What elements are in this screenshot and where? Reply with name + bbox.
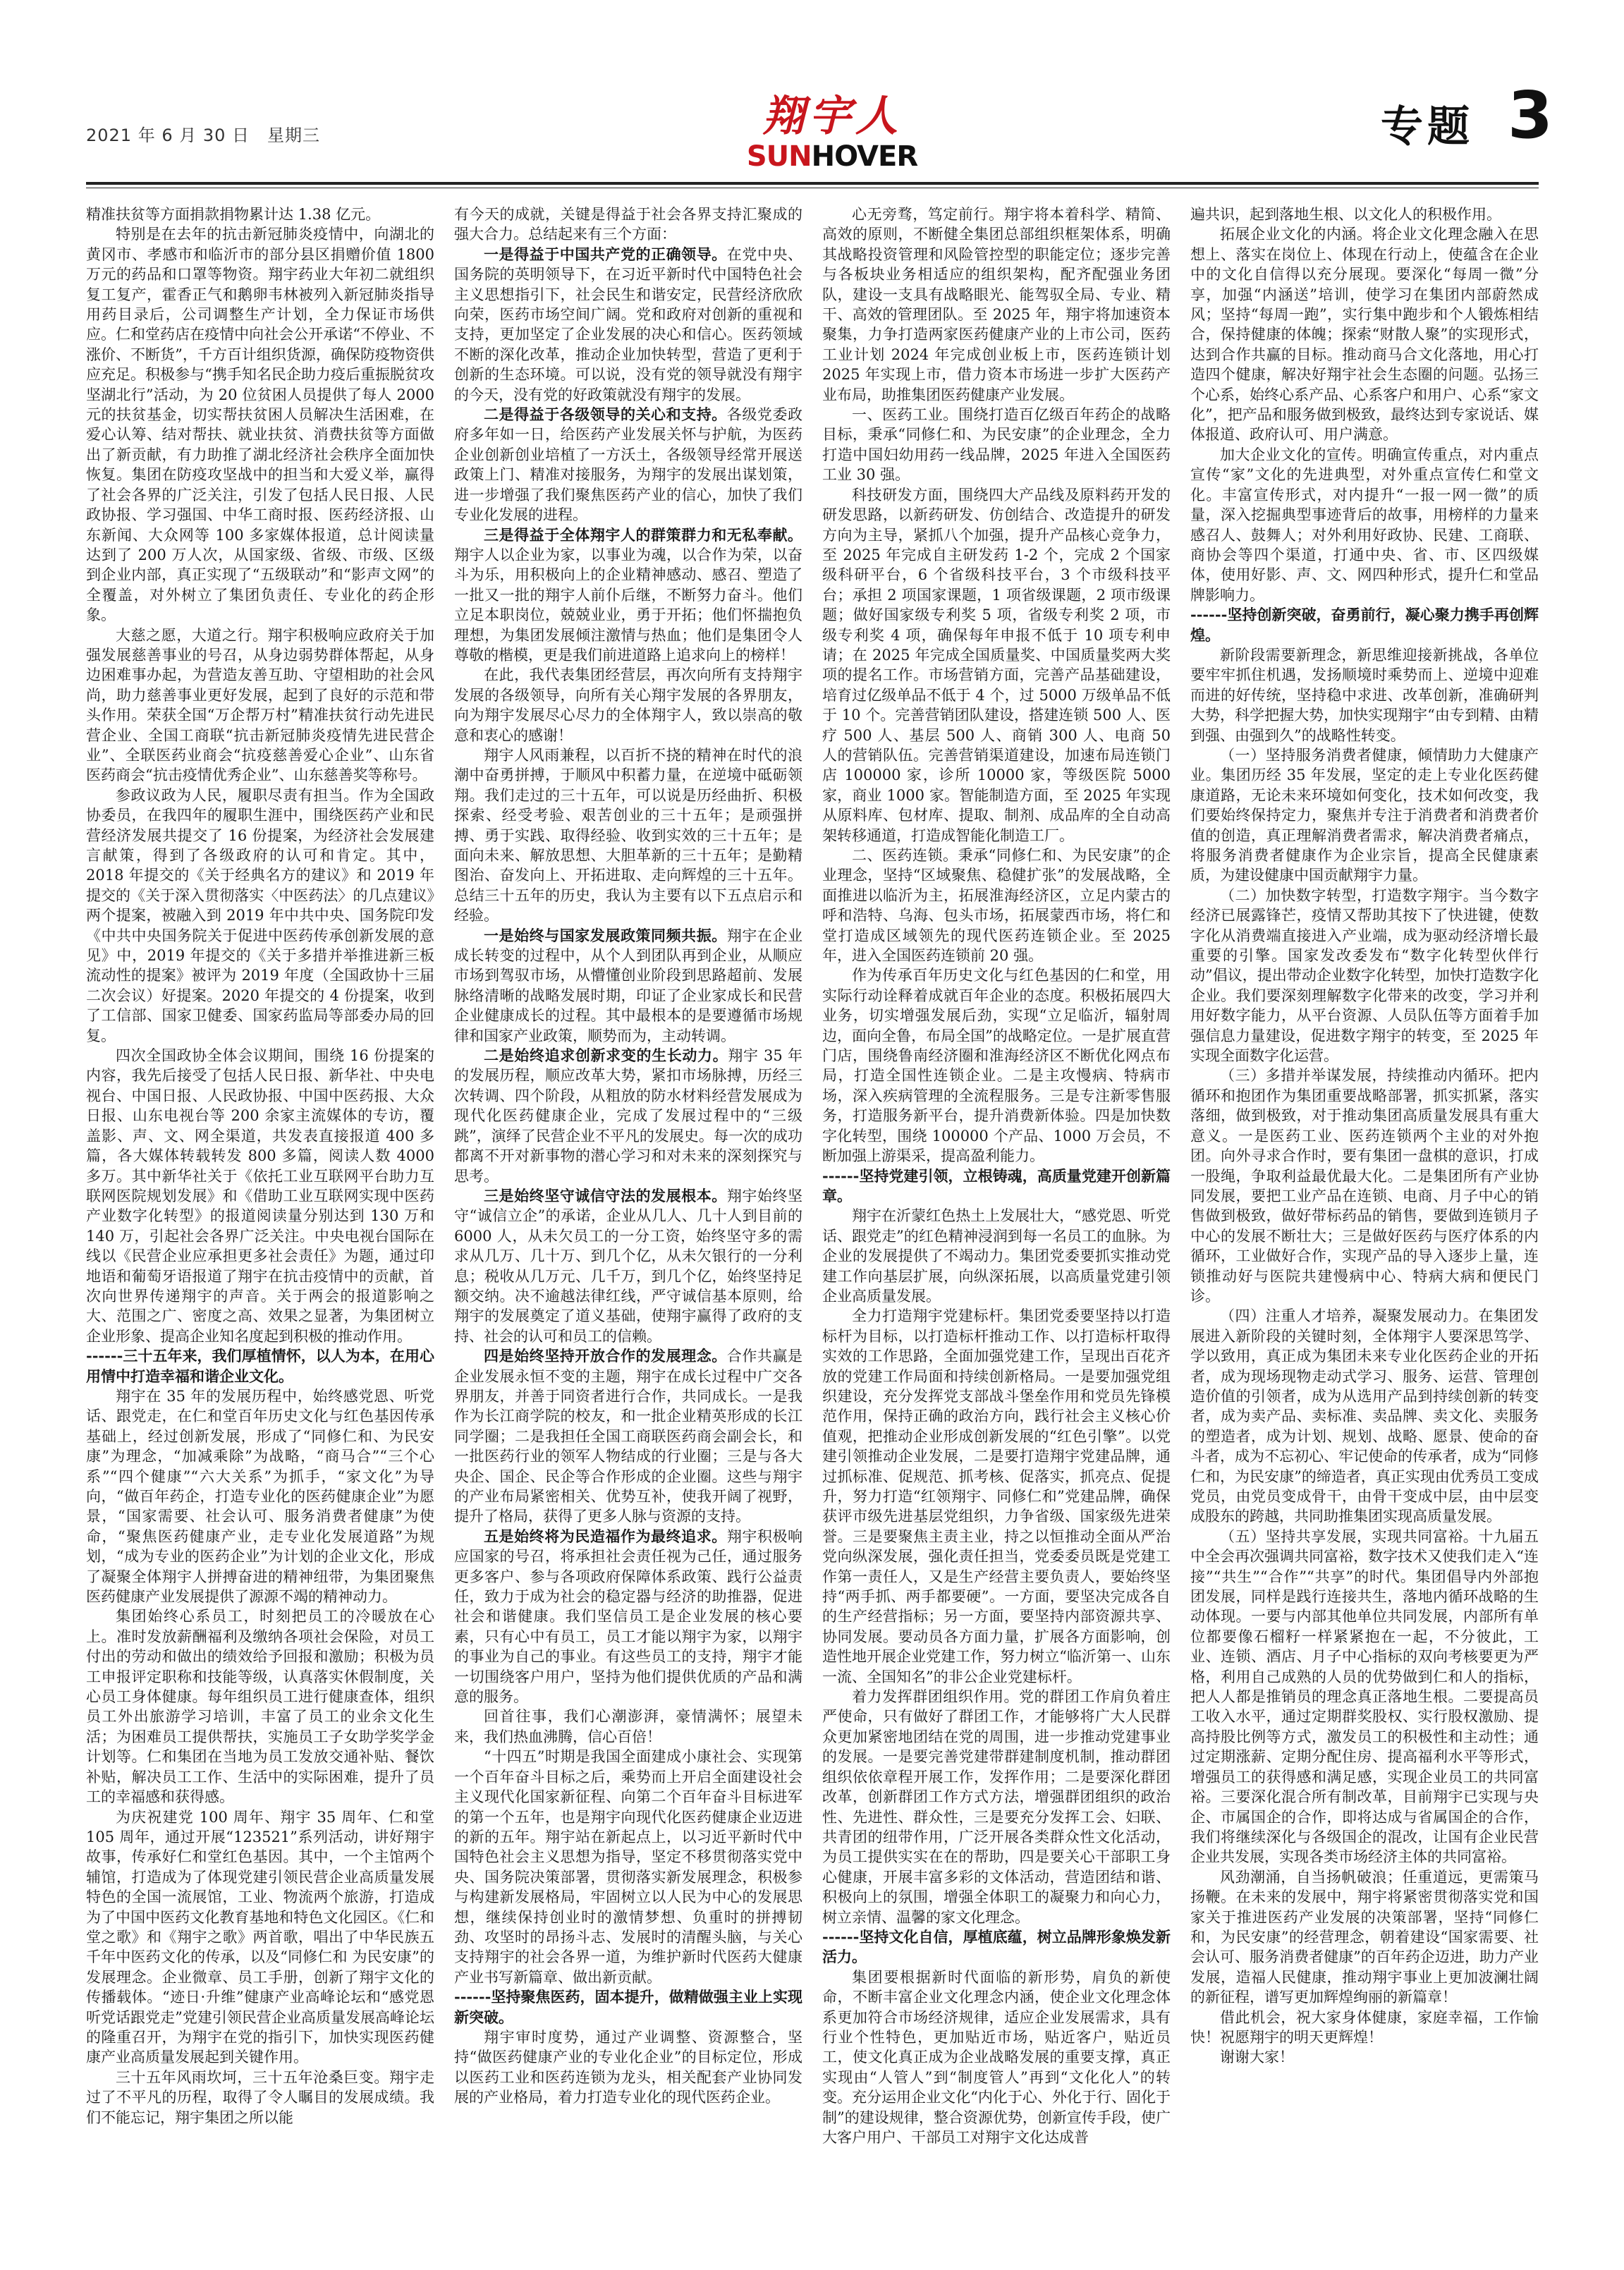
article-paragraph: 拓展企业文化的内涵。将企业文化理念融入在思想上、落实在岗位上、体现在行动上，使蕴含在企业中的文化自信得以充分展现。要深化“每周一微”分享，加强“内涵送”培训，使学习在集团内部蔚然成风；坚持“每周一跑”，实行集中跑步和个人锻炼相结合，保持健康的体魄；探索“财散人聚”的实现形式，达到合作共赢的目标。推动商马合文化落地，用心打造四个健康，解决好翔宇社会生态圈的问题。弘扬三个心系，始终心系产品、心系客户和用户、心系“家文化”，把产品和服务做到极致，最终达到专家说话、媒体报道、政府认可、用户满意。 [1190,226,1539,444]
masthead [0,0,1624,190]
section-label: 专题 [1381,102,1474,152]
article-paragraph: 加大企业文化的宣传。明确宣传重点，对内重点宣传“家”文化的先进典型，对外重点宣传仁和堂文化。丰富宣传形式，对内提升“一报一网一微”的质量，深入挖掘典型事迹背后的故事，用榜样的力量来感召人、鼓舞人；对外利用好政协、民建、工商联、商协会等四个渠道，打通中央、省、市、区四级媒体，使用好影、声、文、网四种形式，提升仁和堂品牌影响力。 [1190,446,1539,604]
article-paragraph: 大慈之愿，大道之行。翔宇积极响应政府关于加强发展慈善事业的号召，从身边弱势群体帮起，从身边困难事办起，为营造友善互助、守望相助的社会风尚，助力慈善事业更好发展，起到了良好的示范和带头作用。荣获全国“万企帮万村”精准扶贫行动先进民营企业、全国工商联“抗击新冠肺炎疫情先进民营企业”、全联医药业商会“抗疫慈善爱心企业”、山东省医药商会“抗击疫情优秀企业”、山东慈善奖等称号。 [86,626,434,784]
article-paragraph: 翔宇人风雨兼程，以百折不挠的精神在时代的浪潮中奋勇拼搏，于顺风中积蓄力量，在逆境中砥砺领翔。我们走过的三十五年，可以说是历经曲折、积极探索、经受考验、艰苦创业的三十五年；是顽强拼搏、勇于实践、取得经验、收到实效的三十五年；是面向未来、解放思想、大胆革新的三十五年；是勤精图治、奋发向上、开拓进取、走向辉煌的三十五年。总结三十五年的历史，我认为主要有以下五点启示和经验。 [454,746,802,925]
article-paragraph: 科技研发方面，围绕四大产品线及原料药开发的研发思路，以新药研发、仿创结合、改造提升的研发方向为主导，紧抓八个加强，提升产品核心竞争力，至 2025 年完成自主研发药 1-2 个，完成 2 个国家级科研平台，6 个省级科技平台，3 个市级科技平台；承担 2 项国家课题，1 项省级课题，2 项市级课题；做好国家级专利奖 5 项，省级专利奖 2 项，市级专利奖 4 项，确保每年申报不低于 10 项专利申请；在 2025 年完成全国质量奖、中国质量奖两大奖项的提名工作。市场营销方面，完善产品基础建设，培育过亿级单品不低于 4 个，过 5000 万级单品不低于 10 个。完善营销团队建设，搭建连锁 500 人、医疗 500 人、基层 500 人、商销 300 人、电商 50 人的营销队伍。完善营销渠道建设，加速布局连锁门店 100000 家，诊所 10000 家，等级医院 5000 家，商业 1000 家。智能制造方面，至 2025 年实现从原料库、包材库、提取、制剂、成品库的全自动高架转移通道，打造成智能化制造工厂。 [822,486,1171,844]
article-paragraph: 参政议政为人民，履职尽责有担当。作为全国政协委员，在我四年的履职生涯中，围绕医药产业和民营经济发展共提交了 16 份提案，为经济社会发展建言献策，得到了各级政府的认可和肯定。其中，2018 年提交的《关于经典名方的建议》和 2019 年提交的《关于深入贯彻落实〈中医药法〉的几点建议》两个提案，被融入到 2019 年中共中央、国务院印发《中共中央国务院关于促进中医药传承创新发展的意见》中，2019 年提交的《关于多措并举推进新三板流动性的提案》被评为 2019 年度（全国政协十三届二次会议）好提案。2020 年提交的 4 份提案，收到了工信部、国家卫健委、国家药监局等部委办局的回复。 [86,786,434,1044]
article-paragraph: 集团始终心系员工，时刻把员工的冷暖放在心上。准时发放薪酬福利及缴纳各项社会保险，对员工付出的劳动和做出的绩效给予回报和激励；积极为员工申报评定职称和技能等级，认真落实休假制度，关心员工身体健康。每年组织员工进行健康查体，组织员工外出旅游学习培训，丰富了员工的业余文化生活；为困难员工提供帮扶，实施员工子女助学奖学金计划等。仁和集团在当地为员工发放交通补贴、餐饮补贴，解决员工工作、生活中的实际困难，提升了员工的幸福感和获得感。 [86,1608,434,1806]
article-paragraph: 着力发挥群团组织作用。党的群团工作肩负着庄严使命，只有做好了群团工作，才能够将广大人民群众更加紧密地团结在党的周围，进一步推动党建事业的发展。一是要完善党建带群建制度机制，推动群团组织依依章程开展工作，发挥作用；二是要深化群团改革，创新群团工作方式方法，增强群团组织的政治性、先进性、群众性，三是要充分发挥工会、妇联、共青团的纽带作用，广泛开展各类群众性文化活动，为员工提供实实在在的帮助，四是要关心干部职工身心健康，开展丰富多彩的文体活动，营造团结和谐、积极向上的氛围，增强全体职工的凝聚力和向心力，树立亲情、温馨的家文化理念。 [822,1688,1171,1926]
article-paragraph: 集团要根据新时代面临的新形势，肩负的新使命，不断丰富企业文化理念内涵，使企业文化理念体系更加符合市场经济规律，适应企业发展需求，具有行业个性特色，更加贴近市场，贴近客户，贴近员工，使文化真正成为企业战略发展的重要支撑，真正实现由“人管人”到“制度管人”再到“文化化人”的转变。充分运用企业文化“内化于心、外化于行、固化于制”的建设规律，整合资源优势，创新宣传手段，使广大客户用户、干部员工对翔宇文化达成普 [822,1968,1171,2146]
article-paragraph: 三十五年风雨坎坷，三十五年沧桑巨变。翔宇走过了不平凡的历程，取得了令人瞩目的发展成绩。我们不能忘记，翔宇集团之所以能 [86,2068,434,2126]
article-paragraph: 翔宇在 35 年的发展历程中，始终感党恩、听党话、跟党走，在仁和堂百年历史文化与红色基因传承基础上，经过创新发展，形成了“同修仁和、为民安康”为理念，“加减乘除”为战略，“商马合”“三个心系”“四个健康”“六大关系”为抓手，“家文化”为导向，“做百年药企，打造专业化的医药健康企业”为愿景，“国家需要、社会认可、服务消费者健康”为使命，“聚焦医药健康产业，走专业化发展道路”为规划，“成为专业的医药企业”为计划的企业文化，形成了凝聚全体翔宇人拼搏奋进的精神纽带，为集团聚焦医药健康产业发展提供了源源不竭的精神动力。 [86,1387,434,1606]
article-paragraph: （二）加快数字转型，打造数字翔宇。当今数字经济已展露锋芒，疫情又帮助其按下了快进键，使数字化从消费端直接进入产业端，成为驱动经济增长最重要的引擎。国家发改委发布“数字化转型伙伴行动”倡议，提出带动企业数字化转型，加快打造数字化企业。我们要深刻理解数字化带来的改变，学习并利用好数字能力，从平台资源、人员队伍等方面着手加强信息力量建设，促进数字翔宇的转变，至 2025 年实现全面数字化运营。 [1190,886,1539,1065]
article-paragraph: 二、医药连锁。秉承“同修仁和、为民安康”的企业理念，坚持“区域聚焦、稳健扩张”的发展战略，全面推进以临沂为主，拓展淮海经济区，立足内蒙古的呼和浩特、乌海、包头市场，拓展蒙西市场，将仁和堂打造成区域领先的现代医药连锁企业。至 2025 年，进入全国医药连锁前 20 强。 [822,847,1171,965]
logo-english-text [726,141,938,172]
article-paragraph: “十四五”时期是我国全面建成小康社会、实现第一个百年奋斗目标之后，乘势而上开启全面建设社会主义现代化国家新征程、向第二个百年奋斗目标进军的第一个五年，也是翔宇向现代化医药健康企业迈进的新的五年。翔宇站在新起点上，以习近平新时代中国特色社会主义思想为指导，坚定不移贯彻落实党中央、国务院决策部署，贯彻落实新发展理念，积极参与构建新发展格局，牢固树立以人民为中心的发展思想，继续保持创业时的激情梦想、负重时的拼搏韧劲、攻坚时的昂扬斗志、发展时的清醒头脑，与关心支持翔宇的社会各界一道，为维护新时代医药大健康产业书写新篇章、做出新贡献。 [454,1748,802,1986]
article-paragraph: 三是始终坚守诚信守法的发展根本。翔宇始终坚守“诚信立企”的承诺，企业从几人、几十人到目前的 6000 人，从未欠员工的一分工资，始终坚守多的需求从几万、几十万、到几个亿，从未欠银行的一分利息；税收从几万元、几千万，到几个亿，始终坚持足额交纳。决不逾越法律红线，严守诚信基本原则，给翔宇的发展奠定了道义基础，使翔宇赢得了政府的支持、社会的认可和员工的信赖。 [454,1186,802,1345]
newspaper-logo [726,92,938,176]
article-paragraph: 作为传承百年历史文化与红色基因的仁和堂，用实际行动诠释着成就百年企业的态度。积极拓展四大业务，切实增强发展后劲，实现“立足临沂，辐射周边，面向全鲁，布局全国”的战略定位。一是扩展直营门店，围绕鲁南经济圈和淮海经济区不断优化网点布局，打造全国性连锁企业。二是主攻慢病、特病市场，深入疾病管理的全流程服务。三是专注新零售服务，打造服务新平台，提升消费新体验。四是加快数字化转型，围绕 100000 个产品、1000 万会员，不断加强上游渠采，提高盈利能力。 [822,967,1171,1165]
section-heading: ------三十五年来，我们厚植情怀，以人为本，在用心用情中打造幸福和谐企业文化。 [86,1347,434,1385]
article-paragraph: 在此，我代表集团经营层，再次向所有支持翔宇发展的各级领导，向所有关心翔宇发展的各界朋友，向为翔宇发展尽心尽力的全体翔宇人，致以崇高的敬意和衷心的感谢！ [454,666,802,744]
article-paragraph: 风劲潮涌，自当扬帆破浪；任重道远，更需策马扬鞭。在未来的发展中，翔宇将紧密贯彻落实党和国家关于推进医药产业发展的决策部署，坚持“同修仁和，为民安康”的经营理念，朝着建设“国家需要、社会认可、服务消费者健康”的百年药企迈进，助力产业发展，造福人民健康，推动翔宇事业上更加波澜壮阔的新征程，谱写更加辉煌绚丽的新篇章！ [1190,1868,1539,2006]
section-heading: ------坚持文化自信，厚植底蕴，树立品牌形象焕发新活力。 [822,1927,1171,1966]
article-paragraph: 四次全国政协全体会议期间，围绕 16 份提案的内容，我先后接受了包括人民日报、新华社、中央电视台、中国日报、人民政协报、中国中医药报、大众日报、山东电视台等 200 余家主流媒体的专访，覆盖影、声、文、网全渠道，共发表直接报道 400 多篇，各大媒体转载转发 800 多篇，阅读人数 4000 多万。其中新华社关于《依托工业互联网平台助力互联网医院规划发展》和《借助工业互联网实现中医药产业数字化转型》的报道阅读量分别达到 130 万和 140 万，引起社会各界广泛关注。中央电视台国际在线以《民营企业应承担更多社会责任》为题，通过印地语和葡萄牙语报道了翔宇在抗击疫情中的贡献，首次向世界传递翔宇的声音。关于两会的报道影响之大、范围之广、密度之高、效果之显著，为集团树立企业形象、提高企业知名度起到积极的推动作用。 [86,1047,434,1345]
logo-en-black: HOVER [811,140,918,173]
article-paragraph: 全力打造翔宇党建标杆。集团党委要坚持以打造标杆为目标，以打造标杆推动工作、以打造标杆取得实效的工作思路，全面加强党建工作，呈现出百花齐放的党建工作局面和持续创新格局。一是要加强党组织建设，充分发挥党支部战斗堡垒作用和党员先锋模范作用，保持正确的政治方向，践行社会主义核心价值观，把推动企业形成创新发展的“红色引擎”。以党建引领推动企业发展，二是要打造翔宇党建品牌，通过抓标准、促规范、抓考核、促落实，抓亮点、促提升，努力打造“红领翔宇、同修仁和”党建品牌，确保获评市级先进基层党组织，力争省级、国家级先进荣誉。三是要聚焦主责主业，持之以恒推动全面从严治党向纵深发展，强化责任担当，党委委员既是党建工作第一责任人，又是生产经营主要负责人，要始终坚持“两手抓、两手都要硬”。一方面，要坚决完成各自的生产经营指标；另一方面，要坚持内部资源共享、协同发展。要动员各方面力量，扩展各方面影响，创造性地开展企业党建工作，努力树立“临沂第一、山东一流、全国知名”的非公企业党建标杆。 [822,1307,1171,1685]
article-paragraph: 回首往事，我们心潮澎湃，豪情满怀；展望未来，我们热血沸腾，信心百倍！ [454,1708,802,1745]
article-paragraph: 新阶段需要新理念，新思维迎接新挑战，各单位要牢牢抓住机遇，发扬顺境时乘势而上、逆境中迎难而进的好传统，坚持稳中求进、改革创新，准确研判大势，科学把握大势，加快实现翔宇“由专到精、由精到强、由强到久”的战略性转变。 [1190,646,1539,744]
article-paragraph: （四）注重人才培养，凝聚发展动力。在集团发展进入新阶段的关键时刻，全体翔宇人要深思笃学、学以致用，真正成为集团未来专业化医药企业的开拓者，成为现场现物走动式学习、服务、运营、管理创造价值的引领者，成为从选用产品到持续创新的转变者，成为卖产品、卖标准、卖品牌、卖文化、卖服务的塑造者，成为计划、规划、战略、愿景、使命的奋斗者，成为不忘初心、牢记使命的传承者，成为“同修仁和，为民安康”的缔造者，真正实现由优秀员工变成党员，由党员变成骨干，由骨干变成中层，由中层变成股东的跨越，共同助推集团实现高质量发展。 [1190,1307,1539,1525]
article-paragraph: 一是始终与国家发展政策同频共振。翔宇在企业成长转变的过程中，从个人到团队再到企业，从顺应市场到驾驭市场，从懵懂创业阶段到思路超前、发展脉络清晰的战略发展时期，印证了企业家成长和民营企业健康成长的过程。其中最根本的是要遵循市场规律和国家产业政策，顺势而为，主动转调。 [454,926,802,1044]
article-paragraph: （三）多措并举谋发展，持续推动内循环。把内循环和抱团作为集团重要战略部署，抓实抓紧，落实落细，做到极致，对于推动集团高质量发展具有重大意义。一是医药工业、医药连锁两个主业的对外抱团。向外寻求合作时，要有集团一盘棋的意识，打成一股绳，争取利益最优最大化。二是集团所有产业协同发展，要把工业产品在连锁、电商、月子中心的销售做到极致，做好带标药品的销售，要做到连锁月子中心的发展不断壮大；三是做好医药与医疗体系的内循环，工业做好合作，实现产品的导入逐步上量，连锁推动好与医院共建慢病中心、特病大病和便民门诊。 [1190,1067,1539,1305]
article-paragraph: （五）坚持共享发展，实现共同富裕。十九届五中全会再次强调共同富裕，数字技术又使我们走入“连接”“共生”“合作”“共享”的时代。集团倡导内外部抱团发展，同样是践行连接共生，落地内循环战略的生动体现。一要与内部其他单位共同发展，内部所有单位都要像石榴籽一样紧紧抱在一起，不分彼此，工业、连锁、酒店、月子中心指标的双向考核要更为严格，利用自己成熟的人员的优势做到仁和人的指标，把人人都是推销员的理念真正落地生根。二要提高员工收入水平，通过定期群奖股权、实行股权激励、提高持股比例等方式，激发员工的积极性和主动性；通过定期涨薪、定期分配住房、提高福利水平等形式，增强员工的获得感和满足感，实现企业员工的共同富裕。三要深化混合所有制改革，目前翔宇已实现与央企、市属国企的合作，即将达成与省属国企的合作，我们将继续深化与各级国企的混改，让国有企业民营企业共发展，实现各类市场经济主体的共同富裕。 [1190,1527,1539,1866]
article-column-1 [86,205,434,2228]
article-paragraph: 三是得益于全体翔宇人的群策群力和无私奉献。翔宇人以企业为家，以事业为魂，以合作为荣，以奋斗为乐，用积极向上的企业精神感动、感召、塑造了一批又一批的翔宇人前仆后继，不断努力奋斗。他们立足本职岗位，兢兢业业，勇于开拓；他们怀揣抱负理想，为集团发展倾注激情与热血；他们是集团令人尊敬的楷模，更是我们前进道路上追求向上的榜样！ [454,525,802,664]
article-paragraph: 特别是在去年的抗击新冠肺炎疫情中，向湖北的黄冈市、孝感市和临沂市的部分县区捐赠价值 1800 万元的药品和口罩等物资。翔宇药业大年初二就组织复工复产，霍香正气和鹅卵韦林被列入新冠肺炎指导用药目录后，公司调整生产计划，全力保证市场供应。仁和堂药店在疫情中向社会公开承诺“不停业、不涨价、不断货”，千方百计组织货源，确保防疫物资供应充足。积极参与“携手知名民企助力疫后重振脱贫攻坚湖北行”活动，为 20 位贫困人员提供了每人 2000 元的扶贫基金，切实帮扶贫困人员解决生活困难，在爱心认筹、结对帮扶、就业扶贫、消费扶贫等方面做出了新贡献，有力助推了湖北经济社会秩序全面加快恢复。集团在防疫攻坚战中的担当和大爱义举，赢得了社会各界的广泛关注，引发了包括人民日报、人民政协报、学习强国、中华工商时报、医药经济报、山东新闻、大众网等 100 多家媒体报道，总计阅读量达到了 200 万人次，从国家级、省级、市级、区级到企业内部，真正实现了“五级联动”和“影声文网”的全覆盖，对外树立了集团负责任、专业化的药企形象。 [86,226,434,624]
logo-en-red: SUN [746,140,812,173]
article-paragraph: 为庆祝建党 100 周年、翔宇 35 周年、仁和堂 105 周年，通过开展“123521”系列活动，讲好翔宇故事，传承好仁和堂红色基因。其中，一个主馆两个辅馆，打造成为了体现党建引领民营企业高质量发展特色的全国一流展馆，工业、物流两个旅游，打造成为了中国中医药文化教育基地和特色文化园区。《仁和堂之歌》和《翔宇之歌》两首歌，唱出了中华民族五千年中医药文化的传承，以及“同修仁和 为民安康”的发展理念。企业微章、员工手册，创新了翔宇文化的传播载体。“迹日·升维”健康产业高峰论坛和“感党恩听党话跟党走”党建引领民营企业高质量发展高峰论坛的隆重召开，为翔宇在党的指引下，加快实现医药健康产业高质量发展起到关键作用。 [86,1808,434,2066]
article-body [86,205,1539,2228]
article-column-4 [1190,205,1539,2228]
article-paragraph: 有今天的成就，关键是得益于社会各界支持汇聚成的强大合力。总结起来有三个方面： [454,206,802,243]
article-column-3 [822,205,1171,2228]
article-paragraph: 遍共识，起到落地生根、以文化人的积极作用。 [1190,206,1501,223]
logo-chinese-text: 翔宇人 [762,92,902,141]
issue-date: 2021 年 6 月 30 日 星期三 [86,126,321,145]
article-paragraph: 翔宇在沂蒙红色热土上发展壮大，“感党恩、听党话、跟党走”的红色精神浸润到每一名员工的血脉。为企业的发展提供了不竭动力。集团党委要抓实推动党建工作向基层扩展，向纵深拓展，以高质量党建引领企业高质量发展。 [822,1207,1171,1305]
article-paragraph: 翔宇审时度势，通过产业调整、资源整合，坚持“做医药健康产业的专业化企业”的目标定位，形成以医药工业和医药连锁为龙头，相关配套产业协同发展的产业格局，着力打造专业化的现代医药企业。 [454,2028,802,2106]
article-paragraph: 精准扶贫等方面捐款捐物累计达 1.38 亿元。 [86,206,381,223]
section-heading: ------坚持创新突破，奋勇前行，凝心聚力携手再创辉煌。 [1190,606,1539,644]
page-number: 3 [1508,78,1553,153]
section-heading: ------坚持聚焦医药，固本提升，做精做强主业上实现新突破。 [454,1988,802,2026]
section-heading: ------坚持党建引领，立根铸魂，高质量党建开创新篇章。 [822,1166,1171,1204]
article-paragraph: 谢谢大家！ [1220,2049,1294,2066]
article-paragraph: 借此机会，祝大家身体健康，家庭幸福，工作愉快！祝愿翔宇的明天更辉煌！ [1190,2008,1539,2046]
header-rule-thick [86,182,1539,185]
article-paragraph: 五是始终将为民造福作为最终追求。翔宇积极响应国家的号召，将承担社会责任视为己任，通过服务更多客户、参与各项政府保障体系政策、践行公益责任，致力于成为社会的稳定器与经济的助推器，促进社会和谐健康。我们坚信员工是企业发展的核心要素，只有心中有员工，员工才能以翔宇为家，以翔宇的事业为自己的事业。有这些员工的支持，翔宇才能一切围绕客户用户，坚持为他们提供优质的产品和满意的服务。 [454,1527,802,1706]
article-paragraph: 一、医药工业。围绕打造百亿级百年药企的战略目标，秉承“同修仁和、为民安康”的企业理念，全力打造中国妇幼用药一线品牌，2025 年进入全国医药工业 30 强。 [822,406,1171,484]
article-paragraph: 四是始终坚持开放合作的发展理念。合作共赢是企业发展永恒不变的主题，翔宇在成长过程中广交各界朋友，并善于同资者进行合作，共同成长。一是我作为长江商学院的校友，和一批企业精英形成的长江同学圈；二是我担任全国工商联医药商会副会长，和一批医药行业的领军人物结成的行业圈；三是与各大央企、国企、民企等合作形成的企业圈。这些与翔宇的产业布局紧密相关、优势互补，使我开阔了视野，提升了格局，获得了更多人脉与资源的支持。 [454,1347,802,1525]
article-paragraph: 一是得益于中国共产党的正确领导。在党中央、国务院的英明领导下，在习近平新时代中国特色社会主义思想指引下，社会民生和谐安定，民营经济欣欣向荣，医药市场空间广阔。党和政府对创新的重视和支持，更加坚定了企业发展的决心和信心。医药领域不断的深化改革，推动企业加快转型，营造了更利于创新的生态环境。可以说，没有党的领导就没有翔宇的今天，没有党的好政策就没有翔宇的发展。 [454,245,802,403]
article-paragraph: 心无旁骛，笃定前行。翔宇将本着科学、精简、高效的原则，不断健全集团总部组织框架体系，明确其战略投资管理和风险管控型的职能定位；逐步完善与各板块业务相适应的组织架构，配齐配强业务团队，建设一支具有战略眼光、能驾驭全局、专业、精干、高效的管理团队。至 2025 年，翔宇将加速资本聚集，力争打造两家医药健康产业的上市公司，医药工业计划 2024 年完成创业板上市，医药连锁计划 2025 年实现上市，借力资本市场进一步扩大医药产业布局，助推集团医药健康产业发展。 [822,206,1171,403]
article-paragraph: 二是得益于各级领导的关心和支持。各级党委政府多年如一日，给医药产业发展关怀与护航，为医药企业创新创业培植了一方沃土，各级领导经常开展送政策上门、精准对接服务，为翔宇的发展出谋划策，进一步增强了我们聚焦医药产业的信心，加快了我们专业化发展的进程。 [454,405,802,524]
article-paragraph: （一）坚持服务消费者健康，倾情助力大健康产业。集团历经 35 年发展，坚定的走上专业化医药健康道路，无论未来环境如何变化，技术如何改变，我们要始终保持定力，聚焦并专注于消费者和消费者价值的创造，真正理解消费者需求，解决消费者痛点，将服务消费者健康作为企业宗旨，提高全民健康素质，为建设健康中国贡献翔宇力量。 [1190,746,1539,884]
article-column-2 [454,205,802,2228]
article-paragraph: 二是始终追求创新求变的生长动力。翔宇 35 年的发展历程，顺应改革大势，紧扣市场脉搏，历经三次转调、四个阶段，从粗放的防水材料经营发展成为现代化医药健康企业，完成了发展过程中的“三级跳”，演绎了民营企业不平凡的发展史。每一次的成功都离不开对新事物的潜心学习和对未来的深刻探究与思考。 [454,1046,802,1185]
